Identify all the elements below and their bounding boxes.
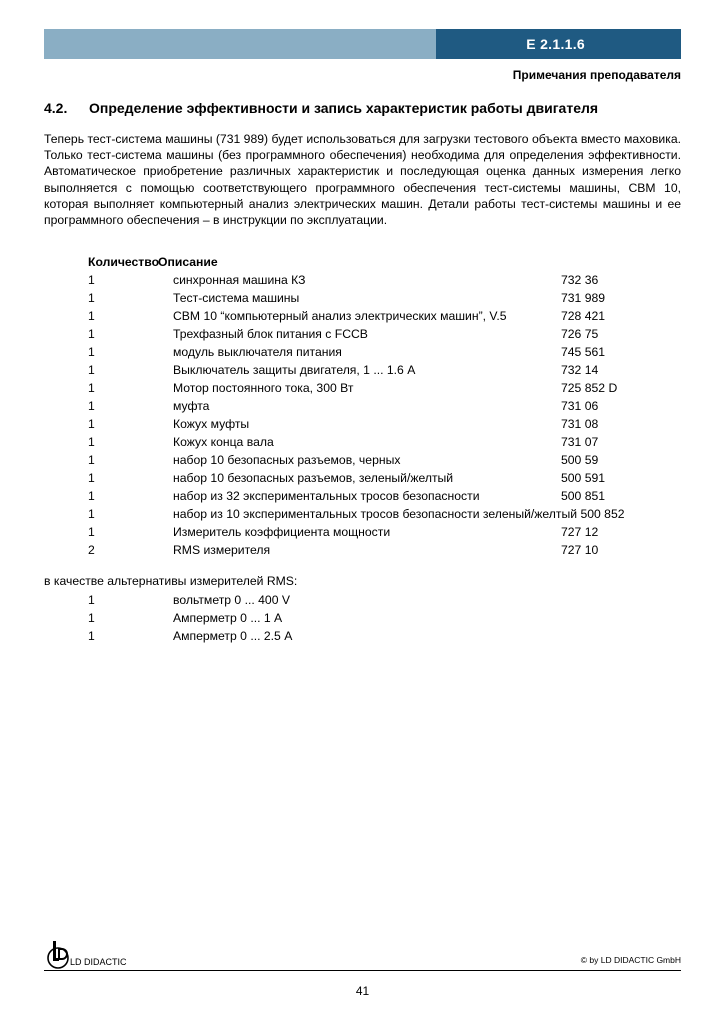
item-desc: набор из 32 экспериментальных тросов безопасности bbox=[173, 489, 480, 503]
item-code: 726 75 bbox=[561, 327, 599, 341]
ld-logo-icon bbox=[47, 939, 69, 969]
item-desc: синхронная машина КЗ bbox=[173, 273, 306, 287]
item-desc: RMS измерителя bbox=[173, 543, 271, 557]
item-desc: вольтметр 0 ... 400 V bbox=[173, 593, 290, 607]
item-code: 727 12 bbox=[561, 525, 599, 539]
page-number: 41 bbox=[355, 984, 370, 998]
item-desc: Мотор постоянного тока, 300 Вт bbox=[173, 381, 354, 395]
section-heading: Определение эффективности и запись характеристик работы двигателя bbox=[89, 100, 599, 116]
doc-id: E 2.1.1.6 bbox=[526, 36, 585, 52]
item-qty: 1 bbox=[88, 363, 95, 377]
item-code: 731 989 bbox=[561, 291, 606, 305]
logo-text: LD DIDACTIC bbox=[70, 957, 127, 967]
item-qty: 1 bbox=[88, 381, 95, 395]
item-code: 731 07 bbox=[561, 435, 599, 449]
item-desc: набор из 10 экспериментальных тросов безопасности зеленый/желтый 500 852 bbox=[173, 507, 625, 521]
header-bar bbox=[44, 29, 681, 59]
qty-column-header: Количество bbox=[88, 255, 160, 269]
item-qty: 1 bbox=[88, 273, 95, 287]
item-code: 728 421 bbox=[561, 309, 606, 323]
item-code: 731 06 bbox=[561, 399, 599, 413]
item-qty: 1 bbox=[88, 435, 95, 449]
item-qty: 1 bbox=[88, 525, 95, 539]
item-desc: Тест-система машины bbox=[173, 291, 300, 305]
ld-didactic-logo bbox=[47, 939, 127, 969]
header-accent-band bbox=[44, 29, 436, 59]
item-code: 500 851 bbox=[561, 489, 606, 503]
copyright: © by LD DIDACTIC GmbH bbox=[580, 955, 681, 965]
item-code: 500 59 bbox=[561, 453, 599, 467]
item-code: 745 561 bbox=[561, 345, 606, 359]
item-qty: 1 bbox=[88, 507, 95, 521]
item-qty: 1 bbox=[88, 417, 95, 431]
doc-id-badge bbox=[436, 29, 681, 59]
teacher-notes-label: Примечания преподавателя bbox=[512, 68, 681, 82]
item-desc: модуль выключателя питания bbox=[173, 345, 342, 359]
item-desc: Амперметр 0 ... 1 A bbox=[173, 611, 283, 625]
item-code: 727 10 bbox=[561, 543, 599, 557]
item-qty: 1 bbox=[88, 471, 95, 485]
item-code: 731 08 bbox=[561, 417, 599, 431]
item-code: 500 591 bbox=[561, 471, 606, 485]
item-code: 732 36 bbox=[561, 273, 599, 287]
item-qty: 1 bbox=[88, 345, 95, 359]
item-desc: Кожух конца вала bbox=[173, 435, 274, 449]
item-qty: 1 bbox=[88, 489, 95, 503]
item-desc: муфта bbox=[173, 399, 210, 413]
item-desc: Трехфазный блок питания с FCCB bbox=[173, 327, 368, 341]
item-qty: 1 bbox=[88, 327, 95, 341]
item-desc: Выключатель защиты двигателя, 1 ... 1.6 A bbox=[173, 363, 416, 377]
item-qty: 1 bbox=[88, 399, 95, 413]
item-qty: 1 bbox=[88, 309, 95, 323]
item-qty: 1 bbox=[88, 629, 95, 643]
alternatives-label: в качестве альтернативы измерителей RMS: bbox=[44, 574, 298, 588]
item-desc: набор 10 безопасных разъемов, черных bbox=[173, 453, 401, 467]
desc-column-header: Описание bbox=[158, 255, 218, 269]
section-title bbox=[44, 100, 598, 116]
item-qty: 2 bbox=[88, 543, 95, 557]
footer-divider bbox=[44, 970, 681, 971]
item-code: 732 14 bbox=[561, 363, 599, 377]
item-qty: 1 bbox=[88, 611, 95, 625]
item-desc: Кожух муфты bbox=[173, 417, 250, 431]
item-qty: 1 bbox=[88, 453, 95, 467]
item-desc: Амперметр 0 ... 2.5 A bbox=[173, 629, 293, 643]
item-desc: Измеритель коэффициента мощности bbox=[173, 525, 391, 539]
item-desc: CBM 10 “компьютерный анализ электрических машин”, V.5 bbox=[173, 309, 507, 323]
section-number: 4.2. bbox=[44, 100, 68, 116]
item-qty: 1 bbox=[88, 593, 95, 607]
item-code: 725 852 D bbox=[561, 381, 618, 395]
item-desc: набор 10 безопасных разъемов, зеленый/желтый bbox=[173, 471, 454, 485]
item-qty: 1 bbox=[88, 291, 95, 305]
intro-paragraph: Теперь тест-система машины (731 989) будет использоваться для загрузки тестового объекта вместо маховика. Только тест-система машины (без программного обеспечения) необходима для определения эффективности. Автоматическое приобретение различных характеристик и последующая оценка данных измерения легко выполняется с помощью соответствующего программного обеспечения тест-системы машины, CBM 10, которая выполняет компьютерный анализ электрических машин. Детали работы тест-системы машины и ее программного обеспечения – в инструкции по эксплуатации. bbox=[44, 132, 681, 228]
